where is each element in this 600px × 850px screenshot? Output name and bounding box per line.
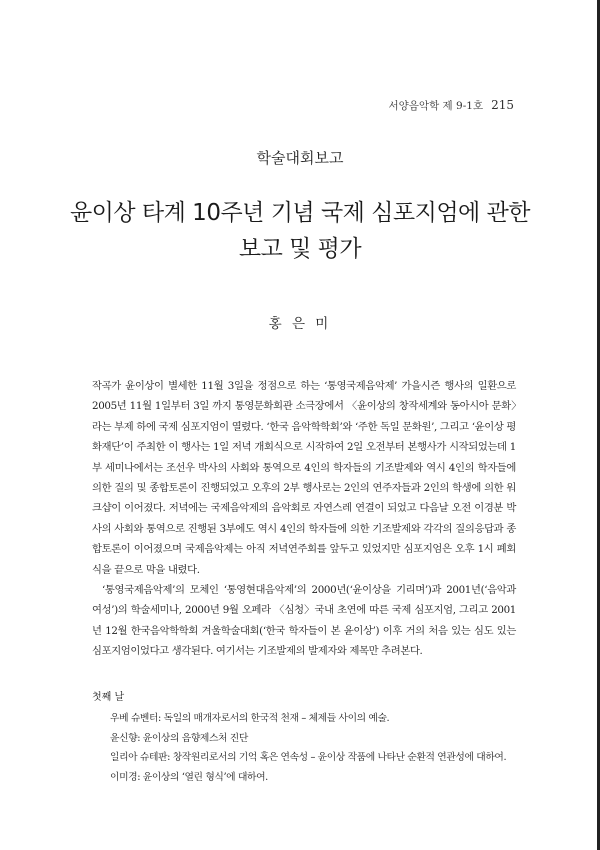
body-paragraph: 작곡가 윤이상이 별세한 11월 3일을 정점으로 하는 ‘통영국제음악제’ 가을시즌 행사의 일환으로 2005년 11월 1일부터 3일 까지 통영문화회관 소극장에서 〈윤이상의 창작세계와 동아시아 문화〉라는 부제 하에 국제 심포지엄이 열렸다. ‘한국 음악학학회’와 ‘주한 독일 문화원’, 그리고 ‘윤이상 평화재단’이 주최한 이 행사는 1일 저녁 개회식으로 시작하여 2일 오전부터 본행사가 시작되었는데 1부 세미나에서는 조선우 박사의 사회와 통역으로 4인의 학자들의 기조발제와 역시 4인의 학자들에 의한 질의 및 종합토론이 진행되었고 오후의 2부 행사로는 2인의 연주자들과 2인의 학생에 의한 워크샵이 이어졌다. 저녁에는 국제음악제의 음악회로 자연스레 연결이 되었고 다음날 오전 이경분 박사의 사회와 통역으로 진행된 3부에도 역시 4인의 학자들에 의한 기조발제와 각각의 질의응답과 종합토론이 이어졌으며 국제음악제는 아직 저녁연주회를 앞두고 있었지만 심포지엄은 오후 1시 폐회식을 끝으로 막을 내렸다. <box>92 380 516 576</box>
presentation-item: 우베 슈벤터: 독일의 매개자로서의 한국적 천재 – 체제들 사이의 예술. <box>110 713 390 724</box>
presentation-item: 일리아 슈테판: 창작원리로서의 기억 혹은 연속성 – 윤이상 작품에 나타난 순환적 연관성에 대하여. <box>110 752 507 763</box>
journal-name: 서양음악학 제 9-1호 <box>388 100 484 112</box>
page-number: 215 <box>491 98 514 112</box>
article-title: 윤이상 타계 10주년 기념 국제 심포지엄에 관한 보고 및 평가 <box>69 200 531 262</box>
presentation-item: 이미경: 윤이상의 ‘열린 형식’에 대하여. <box>110 771 268 783</box>
program-list <box>92 688 522 787</box>
running-head <box>389 98 515 113</box>
author-name: 홍 은 미 <box>268 316 332 332</box>
section-label: 학술대회보고 <box>256 149 344 167</box>
day-label: 첫째 날 <box>92 692 125 703</box>
body-paragraph: ‘통영국제음악제’의 모체인 ‘통영현대음악제’의 2000년(‘윤이상을 기리며’)과 2001년(‘음악과 여성’)의 학술세미나, 2000년 9월 오페라 〈심청〉국내 초연에 따른 국제 심포지엄, 그리고 2001년 12월 한국음악학학회 겨울학술대회(‘한국 학자들이 본 윤이상’) 이후 거의 처음 있는 심도 있는 심포지엄이었다고 생각된다. 여기서는 기조발제의 발제자와 제목만 추려본다. <box>92 584 516 658</box>
article-body <box>92 376 516 662</box>
presentation-list <box>92 709 522 787</box>
presentation-item: 윤신향: 윤이상의 음향제스처 진단 <box>110 732 248 744</box>
